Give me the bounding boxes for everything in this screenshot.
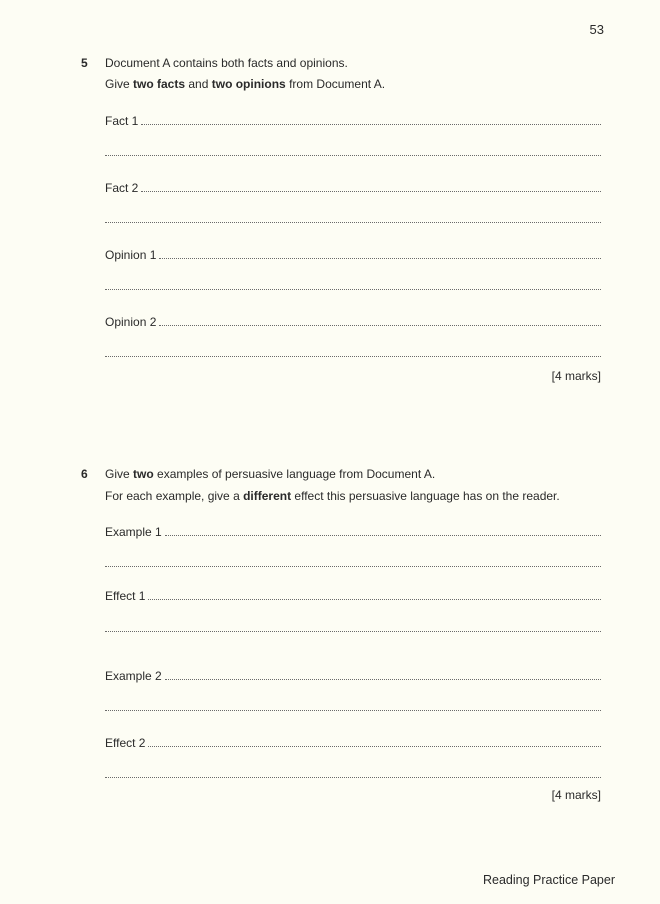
opinion-2-label: Opinion 2 bbox=[105, 315, 157, 329]
dotted-line bbox=[105, 710, 601, 711]
q5-line2-pre: Give bbox=[105, 77, 134, 91]
q6-line1-pre: Give bbox=[105, 467, 134, 481]
fact-1-continuation-line[interactable] bbox=[105, 145, 601, 159]
fact-1-answer-line[interactable] bbox=[105, 114, 601, 128]
question-5-line-2 bbox=[105, 77, 385, 91]
page-number: 53 bbox=[589, 22, 604, 37]
effect-1-continuation-line[interactable] bbox=[105, 621, 601, 635]
question-6-line-1 bbox=[105, 467, 435, 481]
dotted-line bbox=[159, 325, 601, 326]
q6-line2-pre: For each example, give a bbox=[105, 489, 244, 503]
page-footer: Reading Practice Paper bbox=[482, 873, 615, 887]
opinion-2-continuation-line[interactable] bbox=[105, 346, 601, 360]
example-1-label: Example 1 bbox=[105, 525, 162, 539]
q5-bold-two-opinions: two opinions bbox=[211, 77, 286, 91]
example-2-continuation-line[interactable] bbox=[105, 700, 601, 714]
opinion-1-answer-line[interactable] bbox=[105, 248, 601, 262]
q5-line2-post: from Document A. bbox=[285, 77, 386, 91]
dotted-line bbox=[105, 289, 601, 290]
example-2-answer-line[interactable] bbox=[105, 669, 601, 683]
effect-2-answer-line[interactable] bbox=[105, 736, 601, 750]
dotted-line bbox=[165, 679, 601, 680]
dotted-line bbox=[141, 124, 601, 125]
dotted-line bbox=[148, 599, 601, 600]
example-1-answer-line[interactable] bbox=[105, 525, 601, 539]
effect-1-answer-line[interactable] bbox=[105, 589, 601, 603]
q6-line1-post: examples of persuasive language from Document A. bbox=[153, 467, 436, 481]
opinion-1-continuation-line[interactable] bbox=[105, 279, 601, 293]
question-5-number: 5 bbox=[81, 56, 88, 70]
q6-bold-different: different bbox=[243, 489, 292, 503]
opinion-2-answer-line[interactable] bbox=[105, 315, 601, 329]
q5-bold-two-facts: two facts bbox=[133, 77, 186, 91]
dotted-line bbox=[148, 746, 601, 747]
example-1-continuation-line[interactable] bbox=[105, 556, 601, 570]
effect-1-label: Effect 1 bbox=[105, 589, 146, 603]
question-6-number: 6 bbox=[81, 467, 88, 481]
effect-2-label: Effect 2 bbox=[105, 736, 146, 750]
question-5-line-1: Document A contains both facts and opinions. bbox=[105, 56, 348, 70]
fact-2-continuation-line[interactable] bbox=[105, 212, 601, 226]
dotted-line bbox=[105, 566, 601, 567]
fact-1-label: Fact 1 bbox=[105, 114, 139, 128]
dotted-line bbox=[159, 258, 601, 259]
dotted-line bbox=[105, 777, 601, 778]
dotted-line bbox=[105, 631, 601, 632]
example-2-label: Example 2 bbox=[105, 669, 162, 683]
question-6-line-2 bbox=[105, 489, 560, 503]
q6-bold-two: two bbox=[133, 467, 154, 481]
dotted-line bbox=[105, 356, 601, 357]
fact-2-answer-line[interactable] bbox=[105, 181, 601, 195]
q6-line2-post: effect this persuasive language has on the reader. bbox=[291, 489, 560, 503]
q5-line2-mid: and bbox=[185, 77, 212, 91]
dotted-line bbox=[141, 191, 601, 192]
question-6-marks: [4 marks] bbox=[551, 788, 601, 802]
dotted-line bbox=[165, 535, 601, 536]
opinion-1-label: Opinion 1 bbox=[105, 248, 157, 262]
fact-2-label: Fact 2 bbox=[105, 181, 139, 195]
question-5-marks: [4 marks] bbox=[551, 369, 601, 383]
dotted-line bbox=[105, 222, 601, 223]
effect-2-continuation-line[interactable] bbox=[105, 767, 601, 781]
dotted-line bbox=[105, 155, 601, 156]
